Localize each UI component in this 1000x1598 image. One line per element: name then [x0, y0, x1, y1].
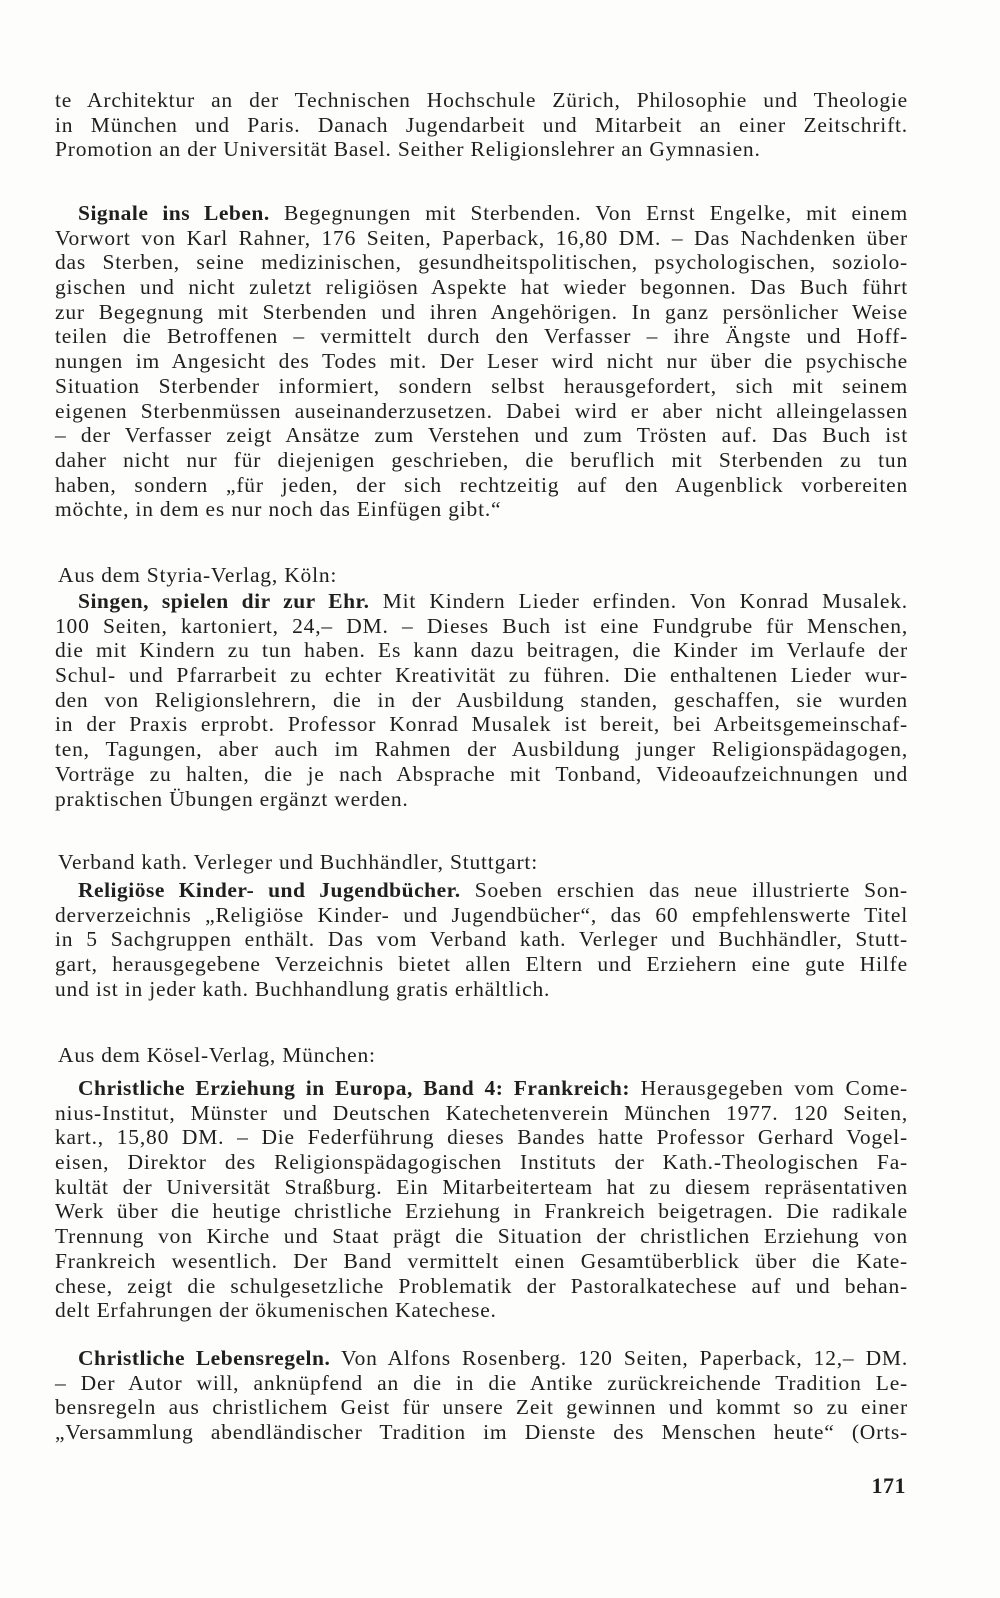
text-line: eisen, Direktor des Religionspädagogischen Instituts der Kath.-Theologischen Fa- — [55, 1150, 908, 1175]
text-line: haben, sondern „für jeden, der sich rechtzeitig auf den Augenblick vorbereiten — [55, 472, 908, 497]
text-line: Begegnungen mit Sterbenden. Von Ernst Engelke, mit einem — [284, 201, 908, 225]
text-line: – der Verfasser zeigt Ansätze zum Verstehen und zum Trösten auf. Das Buch ist — [55, 423, 908, 448]
text-line: kultät der Universität Straßburg. Ein Mitarbeiterteam hat zu diesem repräsentativen — [55, 1174, 908, 1199]
text-line: Werk über die heutige christliche Erziehung in Frankreich beigetragen. Die radikale — [55, 1199, 908, 1224]
text-line: daher nicht nur für diejenigen geschrieben, die beruflich mit Sterbenden zu tun — [55, 447, 908, 472]
text-line: Frankreich wesentlich. Der Band vermittelt einen Gesamtüberblick über die Kate- — [55, 1248, 908, 1273]
text-line: – Der Autor will, anknüpfend an die in die Antike zurückreichende Tradition Le- — [55, 1370, 908, 1395]
text-line: Trennung von Kirche und Staat prägt die Situation der christlichen Erziehung von — [55, 1224, 908, 1249]
text-line: te Architektur an der Technischen Hochschule Zürich, Philosophie und Theologie — [55, 88, 908, 112]
text-line: Situation Sterbender informiert, sondern selbst herausgefordert, sich mit seinem — [55, 373, 908, 398]
book-entry-religioese-kinderbuecher — [55, 878, 908, 1001]
book-entry-christliche-lebensregeln — [55, 1346, 908, 1445]
entry-first-line — [55, 201, 908, 226]
text-line: die mit Kindern zu tun haben. Es kann dazu beitragen, die Kinder im Verlaufe der — [55, 638, 908, 663]
book-entry-signale-ins-leben — [55, 201, 908, 522]
text-line: möchte, in dem es nur noch das Einfügen gibt.“ — [55, 497, 502, 522]
text-line: 100 Seiten, kartoniert, 24,– DM. – Dieses Buch ist eine Fundgrube für Menschen, — [55, 613, 908, 638]
book-title: Singen, spielen dir zur Ehr. — [78, 589, 370, 613]
text-line: praktischen Übungen ergänzt werden. — [55, 786, 409, 811]
text-line: Von Alfons Rosenberg. 120 Seiten, Paperback, 12,– DM. — [341, 1346, 908, 1370]
text-line: „Versammlung abendländischer Tradition im Dienste des Menschen heute“ (Orts- — [55, 1420, 908, 1445]
text-line: Promotion an der Universität Basel. Seither Religionslehrer an Gymnasien. — [55, 137, 761, 162]
text-line: teilen die Betroffenen – vermittelt durch den Verfasser – ihre Ängste und Hoff- — [55, 324, 908, 349]
entry-first-line — [55, 1346, 908, 1371]
text-line: eigenen Sterbenmüssen auseinanderzusetzen. Dabei wird er aber nicht alleingelassen — [55, 398, 908, 423]
text-line: Vorwort von Karl Rahner, 176 Seiten, Paperback, 16,80 DM. – Das Nachdenken über — [55, 225, 908, 250]
text-line: bensregeln aus christlichem Geist für unsere Zeit gewinnen und kommt so zu einer — [55, 1395, 908, 1420]
text-line: delt Erfahrungen der ökumenischen Katechese. — [55, 1298, 497, 1323]
text-line: Soeben erschien das neue illustrierte Son- — [474, 878, 908, 902]
text-line: nius-Institut, Münster und Deutschen Katechetenverein München 1977. 120 Seiten, — [55, 1100, 908, 1125]
text-line: in 5 Sachgruppen enthält. Das vom Verband kath. Verleger und Buchhändler, Stutt- — [55, 927, 908, 952]
text-line: Herausgegeben vom Come- — [640, 1076, 908, 1100]
entry-first-line — [55, 878, 908, 903]
text-line: den von Religionslehrern, die in der Ausbildung standen, geschaffen, sie wurden — [55, 687, 908, 712]
entry-first-line — [55, 589, 908, 614]
book-title: Christliche Erziehung in Europa, Band 4: Frankreich: — [78, 1076, 630, 1100]
book-entry-christliche-erziehung — [55, 1076, 908, 1323]
book-entry-singen-spielen — [55, 589, 908, 811]
book-title: Signale ins Leben. — [78, 201, 270, 225]
entry-first-line — [55, 1076, 908, 1101]
intro-paragraph — [55, 88, 908, 162]
text-line: chese, zeigt die schulgesetzliche Problematik der Pastoralkatechese auf und behan- — [55, 1273, 908, 1298]
publisher-heading: Verband kath. Verleger und Buchhändler, Stuttgart: — [58, 850, 538, 874]
page-number: 171 — [871, 1473, 906, 1498]
text-line: Mit Kindern Lieder erfinden. Von Konrad Musalek. — [382, 589, 908, 613]
text-line: zur Begegnung mit Sterbenden und ihren Angehörigen. In ganz persönlicher Weise — [55, 299, 908, 324]
text-line: und ist in jeder kath. Buchhandlung gratis erhältlich. — [55, 976, 551, 1001]
text-line: nungen im Angesicht des Todes mit. Der Leser wird nicht nur über die psychische — [55, 349, 908, 374]
text-line: derverzeichnis „Religiöse Kinder- und Jugendbücher“, das 60 empfehlenswerte Titel — [55, 902, 908, 927]
text-line: Vorträge zu halten, die je nach Absprache mit Tonband, Videoaufzeichnungen und — [55, 761, 908, 786]
text-line: das Sterben, seine medizinischen, gesundheitspolitischen, psychologischen, soziolo- — [55, 250, 908, 275]
text-line: Schul- und Pfarrarbeit zu echter Kreativität zu führen. Die enthaltenen Lieder wur- — [55, 663, 908, 688]
text-line: in der Praxis erprobt. Professor Konrad Musalek ist bereit, bei Arbeitsgemeinschaf- — [55, 712, 908, 737]
publisher-heading: Aus dem Kösel-Verlag, München: — [58, 1043, 376, 1067]
text-line: gart, herausgegebene Verzeichnis bietet allen Eltern und Erziehern eine gute Hilfe — [55, 952, 908, 977]
text-line: kart., 15,80 DM. – Die Federführung dieses Bandes hatte Professor Gerhard Vogel- — [55, 1125, 908, 1150]
text-line: in München und Paris. Danach Jugendarbeit und Mitarbeit an einer Zeitschrift. — [55, 112, 908, 137]
publisher-heading: Aus dem Styria-Verlag, Köln: — [58, 563, 338, 587]
text-line: gischen und nicht zuletzt religiösen Aspekte hat wieder begonnen. Das Buch führt — [55, 275, 908, 300]
text-line: ten, Tagungen, aber auch im Rahmen der Ausbildung junger Religionspädagogen, — [55, 737, 908, 762]
book-title: Christliche Lebensregeln. — [78, 1346, 331, 1370]
book-title: Religiöse Kinder- und Jugendbücher. — [78, 878, 461, 902]
